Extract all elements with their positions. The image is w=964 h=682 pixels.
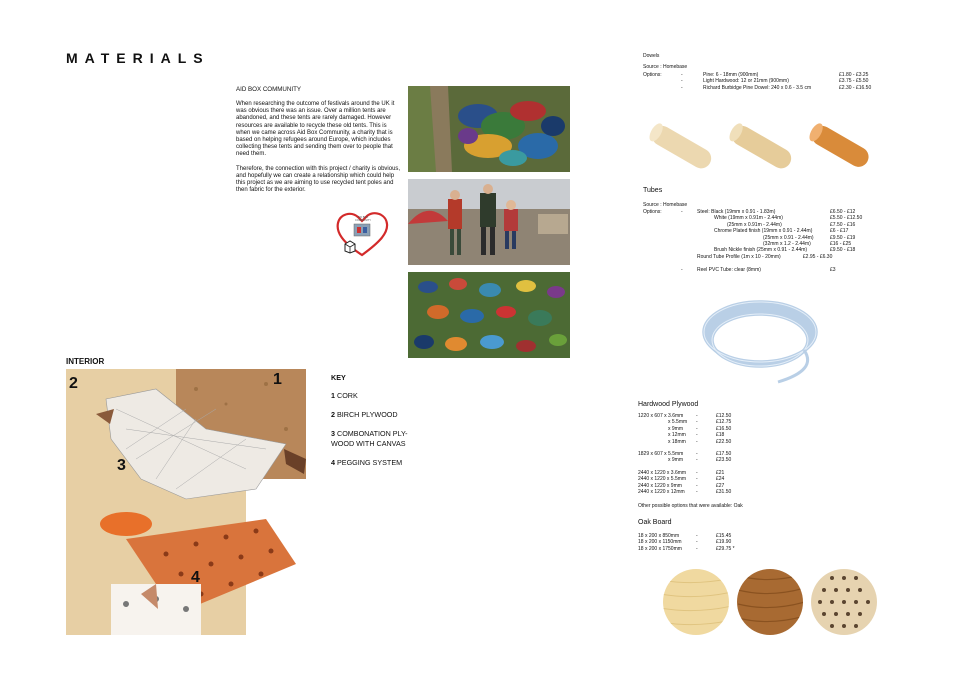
plywood-title: Hardwood Plywood bbox=[638, 401, 699, 408]
key-item-combination: 3 COMBONATION PLY-WOOD WITH CANVAS bbox=[331, 429, 408, 448]
key-item-birch: 2 BIRCH PLYWOOD bbox=[331, 410, 398, 419]
dowels-options: Options: - Pine: 6 - 18mm (900mm) £1.80 - £3.25 - Light Hardwood: 12 or 21mm (900mm) £3.75 - £5.50 - Richard Burbidge Pine Dowel: 240 x 0.6 - 3.5 cm £2.30 - £16.50 bbox=[643, 72, 872, 91]
box-logo-icon bbox=[343, 240, 357, 254]
dowels-source: Source : Homebase bbox=[643, 64, 688, 71]
oak-prices: 18 x 200 x 850mm - £15.45 18 x 200 x 1150mm - £19.90 18 x 200 x 1750mm - £29.75 * bbox=[638, 533, 735, 552]
dowels-image bbox=[645, 114, 875, 176]
aid-box-paragraph-1: When researching the outcome of festivals around the UK it was obvious there was an issue. Over a million tents are abandoned, and these tents are rarely damaged. However resources are available to recycle these old tents. This is when we came across Aid Box Community, a charity that is based on helping refugees around Europe, which includes collecting these tents and sending them over to people that need them. bbox=[236, 101, 395, 158]
logo-text: AID BOX COMMUNITY bbox=[355, 216, 371, 222]
oak-swatch bbox=[737, 569, 803, 635]
tubes-source: Source : Homebase bbox=[643, 202, 688, 208]
pvc-tube-coil-image bbox=[696, 290, 824, 386]
photo-abandoned-tents-path bbox=[408, 86, 570, 172]
photo-tents-field bbox=[408, 272, 570, 358]
aid-box-heading: AID BOX COMMUNITY bbox=[236, 86, 301, 93]
dowels-section bbox=[643, 53, 687, 71]
dowels-title: Dowels bbox=[643, 53, 660, 59]
interior-number-3: 3 bbox=[117, 457, 126, 474]
tubes-title: Tubes bbox=[643, 187, 663, 194]
key-item-cork: 1 CORK bbox=[331, 391, 358, 400]
key-legend bbox=[331, 373, 416, 477]
interior-number-4: 4 bbox=[191, 569, 200, 586]
birch-swatch bbox=[663, 569, 729, 635]
aid-box-text bbox=[236, 101, 401, 201]
interior-collage bbox=[66, 369, 306, 635]
tubes-pvc-option: - Reel PVC Tube: clear (8mm) £3 bbox=[681, 267, 836, 273]
plywood-prices: 1220 x 607 x 3.6mm - £12.50 x 5.5mm - £12.75 x 9mm - £16.50 x 12mm - £18 x 18mm - £22.50 1829 x 607 x 5.5mm - £17.50 x 9mm - £23.50 2440 x 1220 x 3.6mm - £21 2440 x 1220 x 5.5mm - £24 2440 x 1220 x 9mm - £27 2440 x 1220 x 12mm - £31.50 Other possible options that were available: Oak bbox=[638, 413, 743, 510]
plywood-note: Other possible options that were available: Oak bbox=[638, 503, 743, 510]
interior-heading: INTERIOR bbox=[66, 357, 105, 366]
interior-number-1: 1 bbox=[273, 371, 282, 388]
aid-box-paragraph-2: Therefore, the connection with this project / charity is obvious, and hopefully we can create a relationship which could help this project as we are aiming to use recycled tent poles and then fabric for the exterior. bbox=[236, 165, 401, 194]
page-title: MATERIALS bbox=[66, 50, 210, 66]
photo-children-in-camp bbox=[408, 179, 570, 265]
interior-number-2: 2 bbox=[69, 375, 78, 392]
aid-box-logo bbox=[334, 210, 390, 258]
key-heading: KEY bbox=[331, 373, 346, 382]
tubes-options: Options: - Steel: Black (19mm x 0.91 - 1.83m) £6.50 - £12 White (19mm x 0.91m - 2.44m) £5.50 - £12.50 (25mm x 0.91m - 2.44m) £7.50 - £16 Chrome Plated finish (19mm x 0.91 - 2.44m) £6 - £17 (25mm x 0.91 - 2.44m) £9.50 - £19 (32mm x 1.2 - 2.44m) £16 - £25 Brush Nickle finish (25mm x 0.91 - 2.44m) £9.50 - £18 Round Tube Profile (1m x 10 - 20mm) £2.95 - £6.30 bbox=[643, 209, 863, 260]
key-item-pegging: 4 PEGGING SYSTEM bbox=[331, 458, 403, 467]
material-swatches bbox=[660, 566, 880, 638]
oak-title: Oak Board bbox=[638, 519, 672, 526]
interior-collage-image bbox=[66, 369, 306, 635]
